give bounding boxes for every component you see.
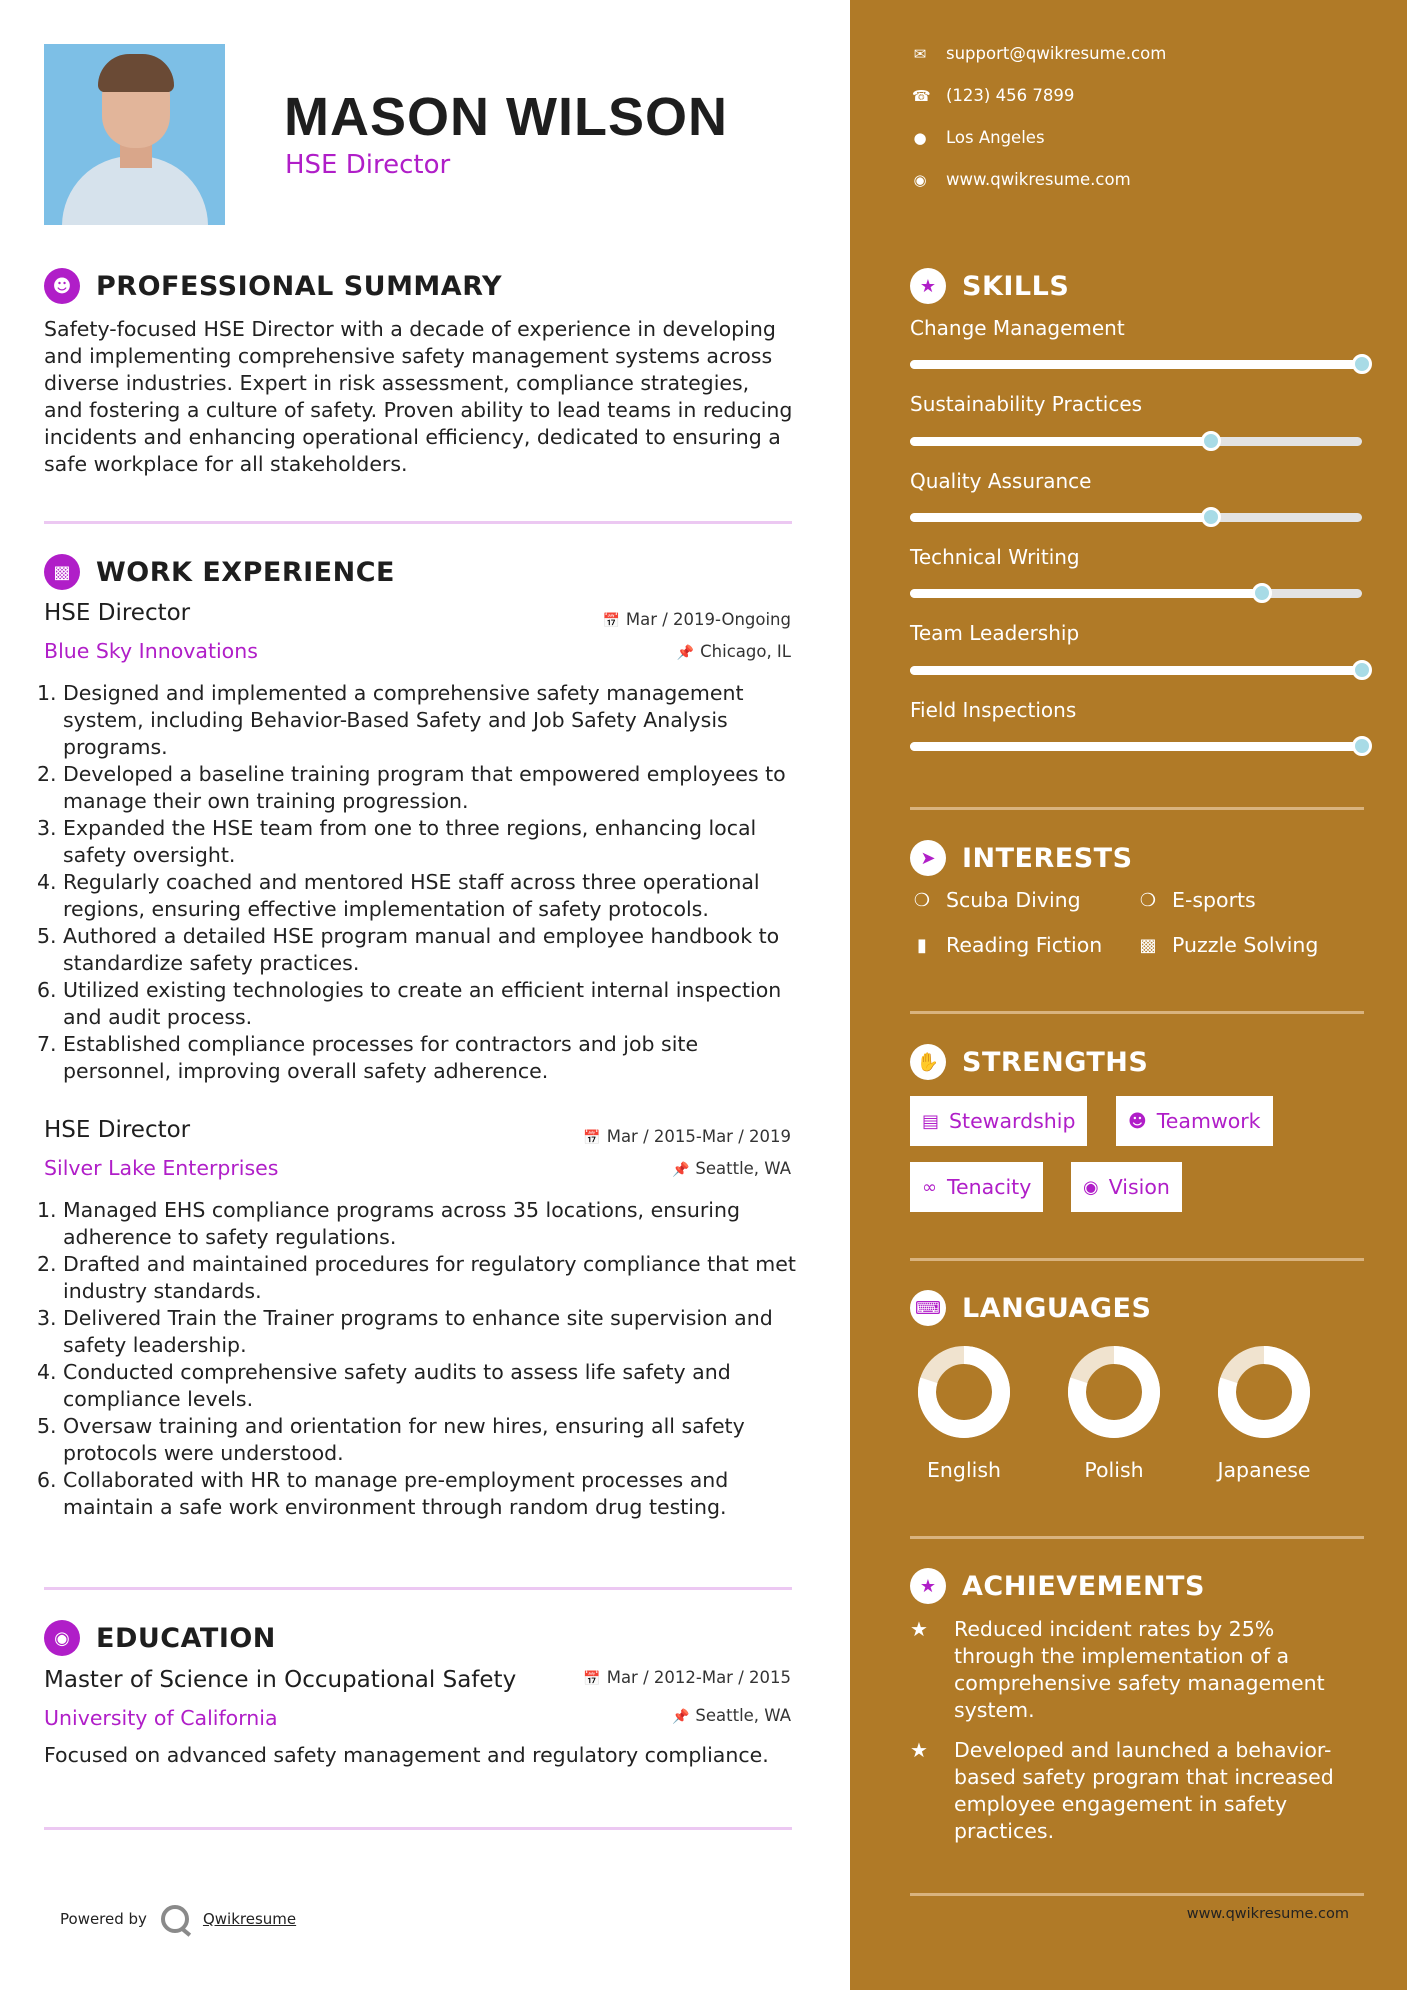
language-item: [1054, 1342, 1174, 1482]
strength-chip: [1116, 1096, 1273, 1146]
divider: [910, 1893, 1364, 1896]
life-ring-icon: ❍: [1139, 889, 1157, 911]
job-company: Silver Lake Enterprises: [44, 1156, 279, 1180]
skill-bar-knob: [1352, 354, 1372, 374]
skill-bar-knob: [1201, 507, 1221, 527]
summary-heading: [44, 268, 502, 304]
calendar-icon: 📅: [583, 1671, 601, 1687]
list-item: 1. Managed EHS compliance programs across 35 locations, ensuring adherence to safety regulations.: [37, 1198, 740, 1249]
interest-label: Scuba Diving: [946, 888, 1081, 912]
pin-icon: 📌: [676, 645, 695, 661]
list-item: 2. Drafted and maintained procedures for regulatory compliance that met industry standards.: [37, 1252, 796, 1303]
calendar-icon: 📅: [583, 1130, 601, 1146]
skill-label: Sustainability Practices: [910, 392, 1143, 416]
graduation-cap-icon: ◉: [44, 1620, 80, 1656]
skill-label: Change Management: [910, 316, 1125, 340]
candidate-name: MASON WILSON: [284, 87, 728, 147]
skill-bar-fill: [910, 666, 1362, 675]
skills-heading-text: SKILLS: [962, 270, 1070, 302]
degree: Master of Science in Occupational Safety: [44, 1667, 517, 1693]
job-title: HSE Director: [44, 1117, 191, 1143]
powered-by: [60, 1905, 296, 1933]
contact-website[interactable]: [912, 170, 1131, 189]
education-date: [583, 1668, 791, 1687]
skill-label: Team Leadership: [910, 621, 1080, 645]
job-location: [677, 642, 791, 661]
star-badge-icon: ★: [910, 1568, 946, 1604]
binoculars-icon: ◉: [1083, 1176, 1099, 1198]
achievements-heading-text: ACHIEVEMENTS: [962, 1570, 1205, 1602]
achievement-item: [910, 1737, 1350, 1845]
skill-bar: [910, 513, 1362, 522]
contact-phone-text: (123) 456 7899: [946, 86, 1075, 105]
list-item: 6. Collaborated with HR to manage pre-employment processes and maintain a safe work environment through random drug testing.: [37, 1468, 729, 1519]
list-item: 5. Authored a detailed HSE program manual and employee handbook to standardize safety practices.: [37, 924, 780, 975]
school: University of California: [44, 1706, 278, 1730]
book-icon: ▩: [1139, 934, 1157, 956]
list-item: 5. Oversaw training and orientation for new hires, ensuring all safety protocols were understood.: [37, 1414, 745, 1465]
gamepad-icon: ▮: [917, 934, 927, 956]
skill-bar-fill: [910, 742, 1362, 751]
strength-label: Teamwork: [1156, 1109, 1261, 1133]
interest-item: [910, 933, 1102, 957]
skills-heading: [910, 268, 1069, 304]
briefcase-icon: ▤: [922, 1110, 940, 1132]
education-location: [672, 1706, 791, 1725]
job-duties: [37, 680, 804, 1085]
skill-label: Quality Assurance: [910, 469, 1092, 493]
skill-bar: [910, 437, 1362, 446]
job-duties: [37, 1197, 804, 1521]
contact-email[interactable]: [912, 44, 1166, 63]
skill-bar-knob: [1252, 583, 1272, 603]
user-icon: ☻: [44, 268, 80, 304]
list-item: 6. Utilized existing technologies to create an efficient internal inspection and audit process.: [37, 978, 782, 1029]
summary-text: Safety-focused HSE Director with a decade of experience in developing and implementing comprehensive safety management systems across diverse industries. Expert in risk assessment, compliance strategies, and fostering a culture of safety. Proven ability to lead teams in reducing incidents and enhancing operational efficiency, dedicated to ensuring a safe workplace for all stakeholders.: [44, 317, 793, 476]
contact-email-text: support@qwikresume.com: [946, 44, 1167, 63]
fist-icon: ✋: [910, 1044, 946, 1080]
users-icon: ☻: [1128, 1110, 1147, 1132]
languages-heading: [910, 1290, 1151, 1326]
education-heading-text: EDUCATION: [96, 1622, 276, 1654]
strength-chip: [910, 1162, 1043, 1212]
interest-item: [1136, 933, 1318, 957]
job-title: HSE Director: [44, 600, 191, 626]
job-location: [672, 1159, 791, 1178]
language-label: Polish: [1084, 1458, 1144, 1482]
experience-heading-text: WORK EXPERIENCE: [96, 556, 395, 588]
language-icon: ⌨: [910, 1290, 946, 1326]
summary-heading-text: PROFESSIONAL SUMMARY: [96, 270, 503, 302]
footer-site[interactable]: www.qwikresume.com: [1186, 1906, 1349, 1922]
skill-label: Technical Writing: [910, 545, 1080, 569]
education-location-text: Seattle, WA: [695, 1706, 791, 1725]
profile-photo: [44, 44, 225, 225]
shooting-star-icon: ★: [910, 1738, 928, 1762]
divider: [44, 1587, 792, 1590]
achievement-item: [910, 1616, 1350, 1724]
job-location-text: Seattle, WA: [695, 1159, 791, 1178]
globe-icon: ◉: [913, 170, 927, 189]
skill-bar: [910, 360, 1362, 369]
divider: [910, 807, 1364, 810]
interest-label: E-sports: [1172, 888, 1256, 912]
life-ring-icon: ❍: [913, 889, 931, 911]
contact-phone[interactable]: [912, 86, 1074, 105]
lightbulb-icon: ★: [910, 268, 946, 304]
skill-bar-fill: [910, 360, 1362, 369]
list-item: 1. Designed and implemented a comprehensive safety management system, including Behavior-Based Safety and Job Safety Analysis programs.: [37, 681, 744, 759]
chair-icon: ▩: [44, 554, 80, 590]
pin-icon: 📌: [671, 1709, 690, 1725]
achievements-heading: [910, 1568, 1205, 1604]
skill-bar-fill: [910, 437, 1211, 446]
job-date-text: Mar / 2015-Mar / 2019: [606, 1127, 791, 1146]
strength-label: Vision: [1108, 1175, 1170, 1199]
divider: [910, 1011, 1364, 1014]
contact-website-text: www.qwikresume.com: [946, 170, 1131, 189]
contact-location-text: Los Angeles: [946, 128, 1045, 147]
skill-bar-fill: [910, 513, 1211, 522]
divider: [910, 1258, 1364, 1261]
list-item: 4. Conducted comprehensive safety audits to assess life safety and compliance levels.: [37, 1360, 731, 1411]
strengths-heading: [910, 1044, 1148, 1080]
interest-item: [910, 888, 1081, 912]
education-description: Focused on advanced safety management and regulatory compliance.: [44, 1743, 769, 1767]
powered-by-text: Powered by: [60, 1910, 147, 1928]
paper-plane-icon: ➤: [910, 840, 946, 876]
strength-label: Tenacity: [947, 1175, 1032, 1199]
skill-bar: [910, 742, 1362, 751]
shooting-star-icon: ★: [910, 1617, 928, 1641]
list-item: 2. Developed a baseline training program that empowered employees to manage their own training progression.: [37, 762, 786, 813]
language-ring: [1064, 1342, 1164, 1442]
job-location-text: Chicago, IL: [700, 642, 791, 661]
link-icon: ∞: [922, 1176, 937, 1198]
experience-heading: [44, 554, 395, 590]
skill-bar-knob: [1352, 736, 1372, 756]
strengths-heading-text: STRENGTHS: [962, 1046, 1149, 1078]
job-company: Blue Sky Innovations: [44, 639, 258, 663]
job-date: [583, 1127, 791, 1146]
skill-bar-knob: [1201, 431, 1221, 451]
interest-item: [1136, 888, 1256, 912]
qwikresume-logo-icon: [161, 1905, 189, 1933]
list-item: 4. Regularly coached and mentored HSE staff across three operational regions, ensuring effective implementation of safety protocols.: [37, 870, 760, 921]
skill-bar: [910, 666, 1362, 675]
achievement-text: Reduced incident rates by 25% through the implementation of a comprehensive safety management system.: [954, 1617, 1325, 1722]
job-date: [602, 610, 791, 629]
sidebar: [850, 0, 1407, 1990]
language-item: [904, 1342, 1024, 1482]
language-item: [1204, 1342, 1324, 1482]
strength-chip: [1071, 1162, 1182, 1212]
language-label: English: [926, 1458, 1002, 1482]
candidate-title: HSE Director: [285, 150, 451, 180]
job-date-text: Mar / 2019-Ongoing: [625, 610, 791, 629]
list-item: 3. Expanded the HSE team from one to three regions, enhancing local safety oversight.: [37, 816, 757, 867]
skill-bar-knob: [1352, 660, 1372, 680]
interest-label: Puzzle Solving: [1172, 933, 1319, 957]
list-item: 7. Established compliance processes for contractors and job site personnel, improving overall safety adherence.: [37, 1032, 699, 1083]
interest-label: Reading Fiction: [946, 933, 1103, 957]
contact-location: [912, 128, 1045, 147]
skill-bar-fill: [910, 589, 1262, 598]
strength-chip: [910, 1096, 1087, 1146]
pin-icon: 📌: [671, 1162, 690, 1178]
map-marker-icon: ●: [913, 128, 927, 147]
divider: [44, 521, 792, 524]
interests-heading-text: INTERESTS: [962, 842, 1133, 874]
languages-heading-text: LANGUAGES: [962, 1292, 1152, 1324]
envelope-icon: ✉: [913, 44, 927, 63]
language-ring: [1214, 1342, 1314, 1442]
divider: [910, 1536, 1364, 1539]
divider: [44, 1827, 792, 1830]
brand-link[interactable]: Qwikresume: [202, 1910, 297, 1928]
achievement-text: Developed and launched a behavior-based safety program that increased employee engagement in safety practices.: [954, 1738, 1334, 1843]
skill-bar: [910, 589, 1362, 598]
skill-label: Field Inspections: [910, 698, 1077, 722]
strength-label: Stewardship: [949, 1109, 1076, 1133]
language-ring: [914, 1342, 1014, 1442]
list-item: 3. Delivered Train the Trainer programs to enhance site supervision and safety leadership.: [37, 1306, 773, 1357]
language-label: Japanese: [1217, 1458, 1311, 1482]
education-date-text: Mar / 2012-Mar / 2015: [606, 1668, 791, 1687]
calendar-icon: 📅: [602, 613, 620, 629]
interests-heading: [910, 840, 1133, 876]
phone-icon: ☎: [912, 86, 931, 105]
education-heading: [44, 1620, 276, 1656]
